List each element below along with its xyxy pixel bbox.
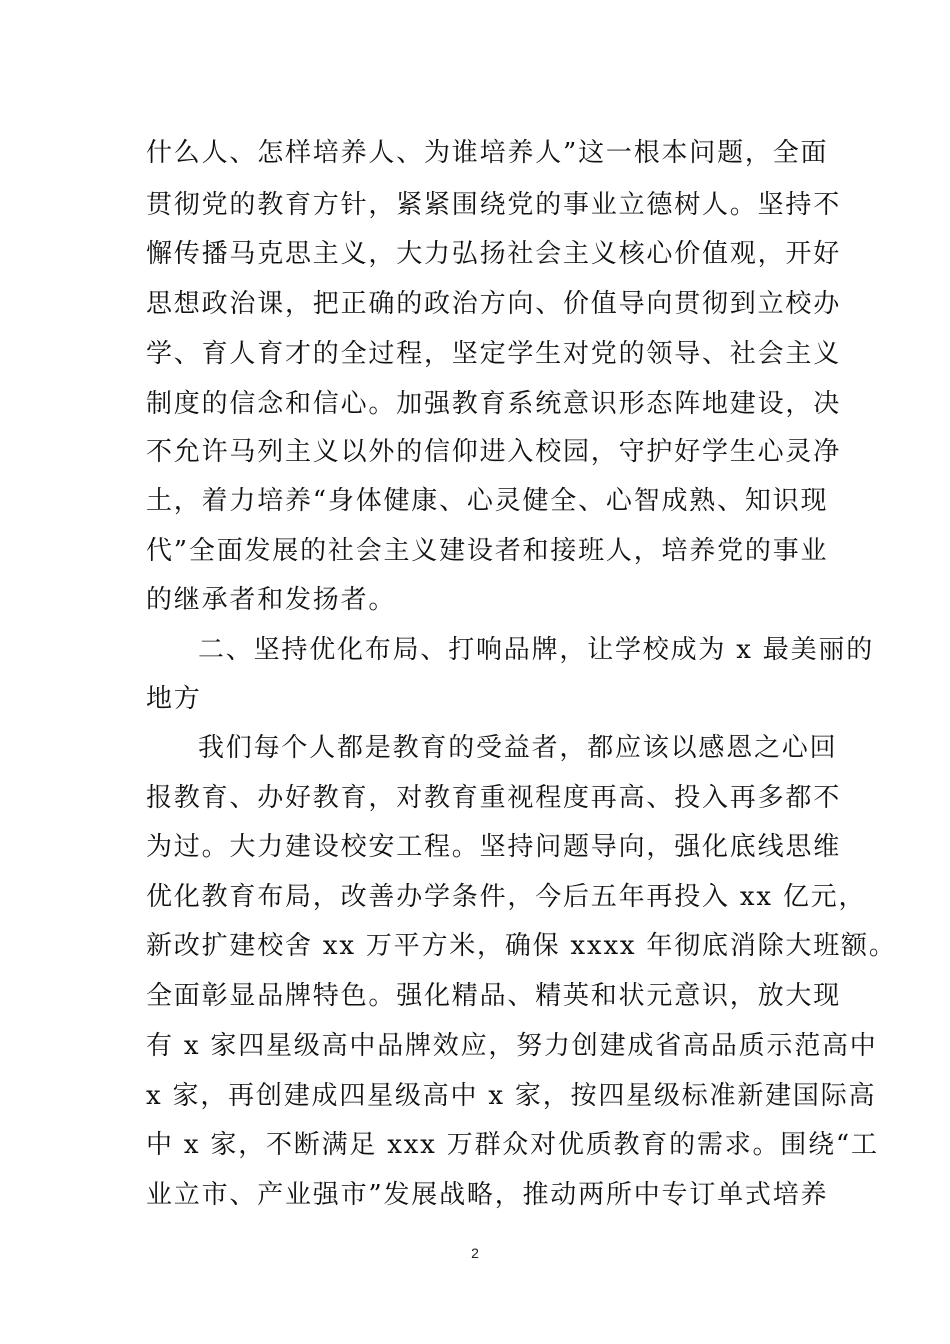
section-heading: 二、坚持优化布局、打响品牌，让学校成为 x 最美丽的 bbox=[198, 635, 874, 665]
text-line: 为过。大力建设校安工程。坚持问题导向，强化底线思维 bbox=[146, 832, 842, 862]
text-line: 土，着力培养“身体健康、心灵健全、心智成熟、知识现 bbox=[146, 486, 829, 516]
text-line: 全面彰显品牌特色。强化精品、精英和状元意识，放大现 bbox=[146, 981, 842, 1011]
text-line: 优化教育布局，改善办学条件，今后五年再投入 xx 亿元， bbox=[146, 882, 867, 912]
text-line: 的继承者和发扬者。 bbox=[146, 585, 397, 615]
page-number: 2 bbox=[471, 1245, 479, 1261]
text-line: 我们每个人都是教育的受益者，都应该以感恩之心回 bbox=[198, 733, 838, 763]
section-heading-continuation: 地方 bbox=[146, 684, 202, 714]
text-line: 懈传播马克思主义，大力弘扬社会主义核心价值观，开好 bbox=[146, 239, 842, 269]
text-line: 什么人、怎样培养人、为谁培养人”这一根本问题，全面 bbox=[146, 138, 829, 168]
text-line: x 家，再创建成四星级高中 x 家，按四星级标准新建国际高 bbox=[146, 1081, 877, 1111]
text-line: 报教育、办好教育，对教育重视程度再高、投入再多都不 bbox=[146, 783, 842, 813]
text-line: 新改扩建校舍 xx 万平方米，确保 xxxx 年彻底消除大班额。 bbox=[146, 931, 897, 961]
text-line: 有 x 家四星级高中品牌效应，努力创建成省高品质示范高中 bbox=[146, 1031, 878, 1061]
text-line: 学、育人育才的全过程，坚定学生对党的领导、社会主义 bbox=[146, 339, 842, 369]
text-line: 不允许马列主义以外的信仰进入校园，守护好学生心灵净 bbox=[146, 437, 842, 467]
text-line: 代”全面发展的社会主义建设者和接班人，培养党的事业 bbox=[146, 536, 829, 566]
text-line: 业立市、产业强市”发展战略，推动两所中专订单式培养 bbox=[146, 1180, 829, 1210]
text-line: 贯彻党的教育方针，紧紧围绕党的事业立德树人。坚持不 bbox=[146, 190, 842, 220]
text-line: 制度的信念和信心。加强教育系统意识形态阵地建设，决 bbox=[146, 389, 842, 419]
text-line: 思想政治课，把正确的政治方向、价值导向贯彻到立校办 bbox=[146, 289, 842, 319]
text-line: 中 x 家，不断满足 xxx 万群众对优质教育的需求。围绕“工 bbox=[146, 1130, 879, 1160]
